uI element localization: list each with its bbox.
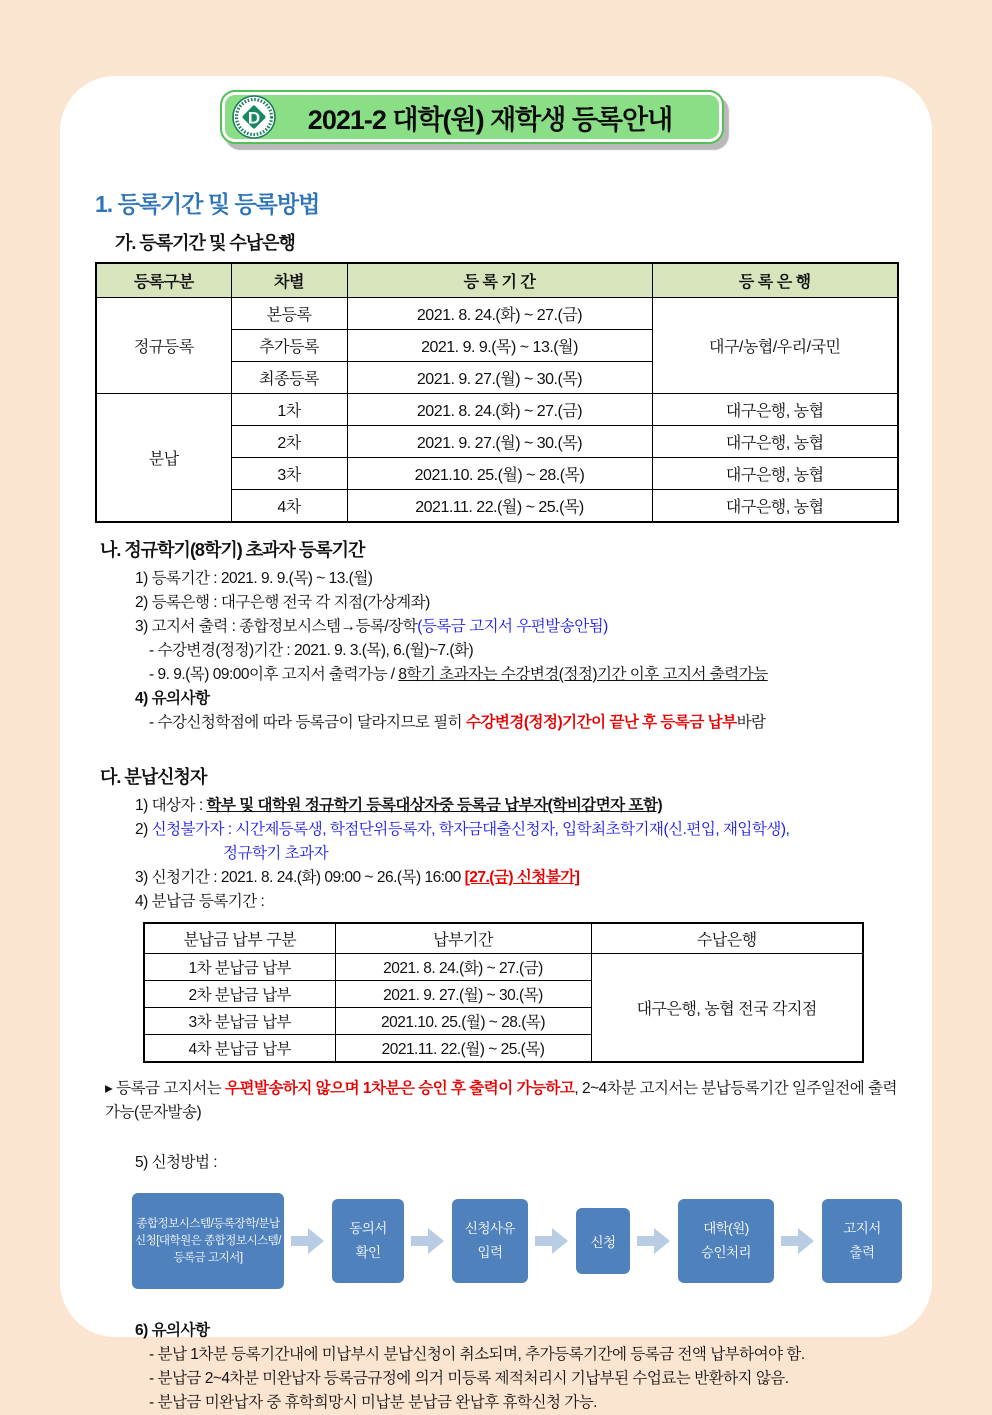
cell: 2021.10. 25.(월) ~ 28.(목) [347, 458, 652, 490]
list-item: 2) 등록은행 : 대구은행 전국 각 지점(가상계좌) [135, 594, 430, 611]
cell: 2021. 8. 24.(화) ~ 27.(금) [347, 298, 652, 330]
list-item [135, 818, 932, 842]
col-header: 등 록 은 행 [652, 263, 898, 298]
list-item [135, 794, 932, 818]
list-item [149, 663, 932, 687]
col-header: 납부기간 [335, 923, 591, 954]
cell: 2021. 8. 24.(화) ~ 27.(금) [347, 394, 652, 426]
cell: 4차 [231, 490, 347, 523]
arrow-right-icon [289, 1228, 327, 1254]
cell: 2차 분납금 납부 [144, 981, 335, 1008]
cell: 2021. 9. 27.(월) ~ 30.(목) [335, 981, 591, 1008]
cell: 2021.11. 22.(월) ~ 25.(목) [347, 490, 652, 523]
list-item [135, 866, 932, 890]
col-header: 수납은행 [591, 923, 863, 954]
cell: 추가등록 [231, 330, 347, 362]
text: - 수강신청학점에 따라 등록금이 달라지므로 필히 [149, 714, 466, 731]
text: ▸ 등록금 고지서는 [105, 1080, 226, 1097]
subsection-na-body [135, 567, 932, 735]
col-header: 등록구분 [96, 263, 231, 298]
installment-notice-paragraph [105, 1077, 897, 1125]
list-item: 1) 등록기간 : 2021. 9. 9.(목) ~ 13.(월) [135, 570, 373, 587]
application-method-label: 5) 신청방법 : [135, 1154, 218, 1171]
bank-cell: 대구은행, 농협 [652, 458, 898, 490]
cell: 2021. 9. 9.(목) ~ 13.(월) [347, 330, 652, 362]
title-banner [220, 90, 724, 144]
text: 2) [135, 821, 152, 838]
cell: 1차 분납금 납부 [144, 954, 335, 981]
text: 3) 신청기간 : 2021. 8. 24.(화) 09:00 ~ 26.(목) 16:00 [135, 869, 465, 886]
subsection-da-heading: 다. 분납신청자 [100, 767, 207, 787]
list-item: - 분납 1차분 등록기간내에 미납부시 분납신청이 취소되며, 추가등록기간에 등록금 전액 납부하여야 함. [149, 1346, 805, 1363]
table-header-row [144, 923, 863, 954]
text-red: 수강변경(정정)기간이 끝난 후 등록금 납부 [465, 714, 737, 731]
text: 승인처리 [700, 1245, 752, 1260]
cell: 2021.10. 25.(월) ~ 28.(목) [335, 1008, 591, 1035]
text: 동의서 [349, 1221, 387, 1236]
text-blue: 신청불가자 : 시간제등록생, 학점단위등록자, 학자금대출신청자, 입학최초학기재(신.편입, 재입학생), [151, 821, 790, 838]
text: 신청사유 [464, 1221, 516, 1236]
text-red-underline: [27.(금) 신청불가] [464, 869, 580, 886]
cell: 3차 [231, 458, 347, 490]
text-blue: (등록금 고지서 우편발송안됨) [417, 618, 608, 635]
notice-sheet [60, 76, 932, 1411]
cell: 2차 [231, 426, 347, 458]
flow-step-approval [678, 1199, 774, 1283]
col-header: 차별 [231, 263, 347, 298]
arrow-right-icon [409, 1228, 447, 1254]
text: 신청 [590, 1235, 616, 1250]
cautions-heading: 6) 유의사항 [135, 1322, 210, 1339]
text-red: 우편발송하지 않으며 1차분은 승인 후 출력이 가능하고 [225, 1080, 575, 1097]
list-item: 4) 분납금 등록기간 : [135, 893, 265, 910]
cell: 본등록 [231, 298, 347, 330]
cell: 2021. 9. 27.(월) ~ 30.(목) [347, 362, 652, 394]
table-row [96, 298, 898, 330]
registration-period-table [95, 262, 899, 523]
text: 고지서 [843, 1221, 881, 1236]
table-header-row [96, 263, 898, 298]
list-item: 4) 유의사항 [135, 690, 210, 707]
flow-step-apply [576, 1208, 630, 1274]
subsection-ga-heading: 가. 등록기간 및 수납은행 [115, 233, 295, 253]
group-label-cell: 정규등록 [96, 298, 231, 394]
text: - 9. 9.(목) 09:00이후 고지서 출력가능 / [149, 666, 399, 683]
flow-step-consent [332, 1199, 404, 1283]
list-item: - 수강변경(정정)기간 : 2021. 9. 3.(목), 6.(월)~7.(화) [149, 642, 474, 659]
subsection-na-heading: 나. 정규학기(8학기) 초과자 등록기간 [100, 540, 365, 560]
university-seal-icon [232, 95, 276, 139]
cell: 3차 분납금 납부 [144, 1008, 335, 1035]
flow-step-system: 종합정보시스템/등록장학/분납신청[대학원은 종합정보시스템/등록금 고지서] [132, 1193, 284, 1289]
list-item: - 분납금 미완납자 중 휴학희망시 미납분 분납금 완납후 휴학신청 가능. [149, 1394, 597, 1411]
page-title: 2021-2 대학(원) 재학생 등록안내 [307, 104, 673, 135]
cell: 2021.11. 22.(월) ~ 25.(목) [335, 1035, 591, 1063]
text: 대학(원) [703, 1221, 749, 1236]
list-item [135, 615, 932, 639]
cautions-block [135, 1319, 932, 1415]
text: 확인 [355, 1245, 381, 1260]
list-item [149, 711, 932, 735]
text-underline: 학부 및 대학원 정규학기 등록대상자중 등록금 납부자(학비감면자 포함) [206, 797, 663, 814]
cell: 최종등록 [231, 362, 347, 394]
text: 입력 [477, 1245, 503, 1260]
table-row [96, 394, 898, 426]
text: 출력 [849, 1245, 875, 1260]
text: 3) 고지서 출력 : 종합정보시스템→등록/장학 [135, 618, 418, 635]
cell: 2021. 8. 24.(화) ~ 27.(금) [335, 954, 591, 981]
cell: 2021. 9. 27.(월) ~ 30.(목) [347, 426, 652, 458]
text: , 2~4차분 고지서는 분납등록기간 일주일전에 출력 가능(문자발송) [105, 1080, 898, 1121]
bank-cell: 대구은행, 농협 [652, 490, 898, 523]
col-header: 분납금 납부 구분 [144, 923, 335, 954]
bank-cell: 대구은행, 농협 [652, 394, 898, 426]
application-flow-diagram [132, 1193, 932, 1289]
arrow-right-icon [635, 1228, 673, 1254]
text: 바람 [736, 714, 766, 731]
table-row [144, 954, 863, 981]
list-item: - 분납금 2~4차분 미완납자 등록금규정에 의거 미등록 제적처리시 기납부된 수업료는 반환하지 않음. [149, 1370, 789, 1387]
section-1-heading: 1. 등록기간 및 등록방법 [95, 191, 320, 217]
bank-cell: 대구은행, 농협 [652, 426, 898, 458]
installment-payment-table [143, 922, 864, 1063]
svg-text:D: D [247, 108, 261, 128]
flow-step-reason [452, 1199, 528, 1283]
text-underline: 8학기 초과자는 수강변경(정정)기간 이후 고지서 출력가능 [398, 666, 768, 683]
col-header: 등 록 기 간 [347, 263, 652, 298]
list-item: 정규학기 초과자 [223, 845, 329, 862]
group-label-cell: 분납 [96, 394, 231, 523]
bank-cell: 대구/농협/우리/국민 [652, 298, 898, 394]
subsection-da-body [135, 794, 932, 914]
arrow-right-icon [779, 1228, 817, 1254]
cell: 4차 분납금 납부 [144, 1035, 335, 1063]
arrow-right-icon [533, 1228, 571, 1254]
text: 1) 대상자 : [135, 797, 207, 814]
bank-cell: 대구은행, 농협 전국 각지점 [591, 954, 863, 1063]
flow-step-bill-print [822, 1199, 902, 1283]
cell: 1차 [231, 394, 347, 426]
